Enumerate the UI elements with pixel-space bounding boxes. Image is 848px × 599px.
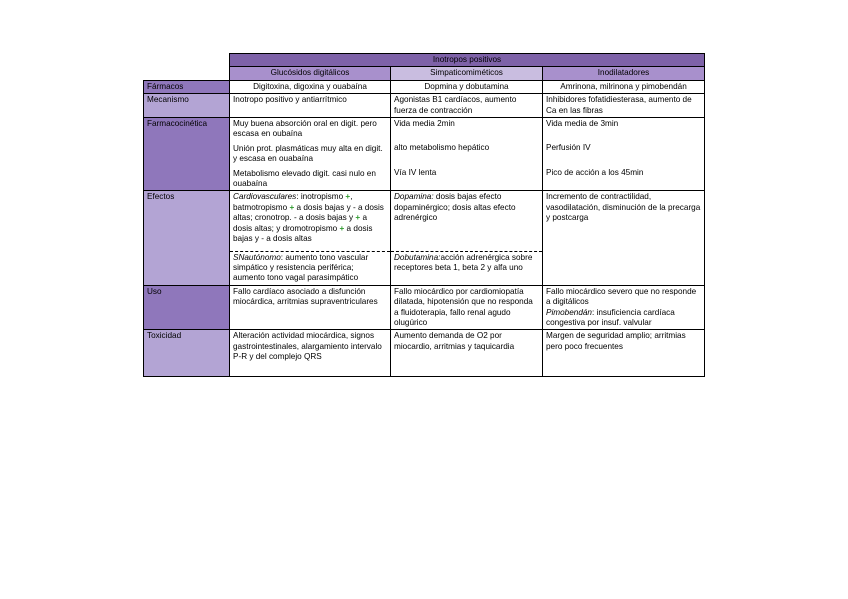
uso-pimobendan-text: : insuficiencia cardíaca congestiva por insuf. valvular	[546, 307, 675, 327]
header-row	[144, 67, 705, 80]
uso-inod-line-1: Fallo miocárdico severo que no responde a digitálicos	[546, 286, 697, 307]
row-label-uso: Uso	[144, 285, 230, 330]
column-header-glucosidos: Glucósidos digitálicos	[230, 67, 391, 80]
cell-toxicidad-glucosidos: Alteración actividad miocárdica, signos gastrointestinales, alargamiento intervalo P-R y del complejo QRS	[230, 330, 391, 377]
efectos-cardio-t3: a dosis bajas y - a dosis altas; cronotrop. - a dosis bajas y	[233, 202, 384, 223]
cell-toxicidad-inodilatadores: Margen de seguridad amplio; arritmias pero poco frecuentes	[543, 330, 705, 377]
inotropos-table	[143, 53, 705, 377]
column-header-inodilatadores: Inodilatadores	[543, 67, 705, 80]
efectos-cardio-lead: Cardiovasculares	[233, 192, 297, 202]
cell-farmacocinetica-inodilatadores	[543, 118, 705, 191]
cell-mecanismo-glucosidos: Inotropo positivo y antiarrítmico	[230, 94, 391, 118]
cell-efectos-dopamina	[391, 191, 543, 251]
efectos-sn-lead: SNautónomo	[233, 252, 281, 262]
pk-inod-line-1: Vida media de 3min	[546, 119, 619, 129]
column-header-simpaticomimeticos: Simpaticomiméticos	[391, 67, 543, 80]
efectos-dopamina-text: dosis bajas efecto dopaminérgico; dosis altas efecto adrenérgico	[394, 192, 516, 223]
pk-simp-line-1: Vida media 2min	[394, 119, 455, 129]
cell-efectos-dobutamina	[391, 251, 543, 285]
row-toxicidad	[144, 330, 705, 377]
cell-farmacocinetica-glucosidos	[230, 118, 391, 191]
pk-inod-line-3: Pico de acción a los 45min	[546, 167, 644, 177]
cell-uso-simpaticomimeticos: Fallo miocárdico por cardiomiopatía dilatada, hipotensión que no responda a fluidoterapia, fallo renal agudo olugúrico	[391, 285, 543, 330]
cell-efectos-cardiovasculares	[230, 191, 391, 251]
row-label-farmacocinetica: Farmacocinética	[144, 118, 230, 191]
cell-efectos-inodilatadores: Incremento de contractilidad, vasodilatación, disminución de la precarga y postcarga	[543, 191, 705, 285]
efectos-cardio-t4: a dosis altas; y dromotropismo	[233, 213, 368, 233]
uso-inod-line-2	[546, 308, 701, 329]
efectos-dopamina-lead: Dopamina:	[394, 192, 434, 202]
row-efectos-a	[144, 191, 705, 251]
cell-farmacocinetica-simpaticomimeticos	[391, 118, 543, 191]
efectos-cardio-t2: , batmotropismo	[233, 192, 353, 212]
efectos-dobutamina-lead: Dobutamina:	[394, 252, 441, 262]
cell-farmacos-glucosidos: Digitoxina, digoxina y ouabaína	[230, 80, 391, 93]
plus-sign: +	[289, 202, 295, 212]
pk-gluc-line-2: Unión prot. plasmáticas muy alta en digit. y escasa en ouabaína	[233, 143, 383, 164]
cell-uso-inodilatadores	[543, 285, 705, 330]
efectos-sn-text: : aumento tono vascular simpático y resistencia periférica; aumento tono vagal parasimpático	[233, 252, 369, 283]
pk-inod-line-2: Perfusión IV	[546, 143, 591, 153]
cell-farmacos-inodilatadores: Amrinona, milrinona y pimobendán	[543, 80, 705, 93]
row-label-mecanismo: Mecanismo	[144, 94, 230, 118]
cell-toxicidad-simpaticomimeticos: Aumento demanda de O2 por miocardio, arritmias y taquicardia	[391, 330, 543, 377]
cell-efectos-snautonomo	[230, 251, 391, 285]
efectos-dobutamina-text: acción adrenérgica sobre receptores beta 1, beta 2 y alfa uno	[394, 252, 533, 272]
efectos-cardio-t5: a dosis bajas y - a dosis altas	[233, 223, 373, 244]
cell-farmacos-simpaticomimeticos: Dopmina y dobutamina	[391, 80, 543, 93]
row-farmacos	[144, 80, 705, 93]
row-label-toxicidad: Toxicidad	[144, 330, 230, 377]
cell-mecanismo-simpaticomimeticos: Agonistas B1 cardíacos, aumento fuerza de contracción	[391, 94, 543, 118]
pk-gluc-line-1: Muy buena absorción oral en digit. pero escasa en oubaína	[233, 119, 377, 139]
row-label-farmacos: Fármacos	[144, 80, 230, 93]
blank-corner-2	[144, 67, 230, 80]
table-title: Inotropos positivos	[230, 54, 705, 67]
plus-sign: +	[355, 213, 361, 223]
pk-simp-line-2: alto metabolismo hepático	[394, 143, 490, 153]
blank-corner	[144, 54, 230, 67]
row-mecanismo	[144, 94, 705, 118]
row-uso	[144, 285, 705, 330]
title-row	[144, 54, 705, 67]
row-farmacocinetica	[144, 118, 705, 191]
uso-pimobendan-lead: Pimobendán	[546, 307, 592, 317]
plus-sign: +	[339, 223, 345, 233]
pk-simp-line-3: Vía IV lenta	[394, 167, 437, 177]
row-label-efectos: Efectos	[144, 191, 230, 285]
efectos-cardio-t1: : inotropismo	[296, 192, 346, 202]
cell-mecanismo-inodilatadores: Inhibidores fofatidiesterasa, aumento de Ca en las fibras	[543, 94, 705, 118]
pk-gluc-line-3: Metabolismo elevado digit. casi nulo en ouabaína	[233, 168, 376, 189]
plus-sign: +	[345, 192, 351, 202]
cell-uso-glucosidos: Fallo cardíaco asociado a disfunción miocárdica, arritmias supraventriculares	[230, 285, 391, 330]
